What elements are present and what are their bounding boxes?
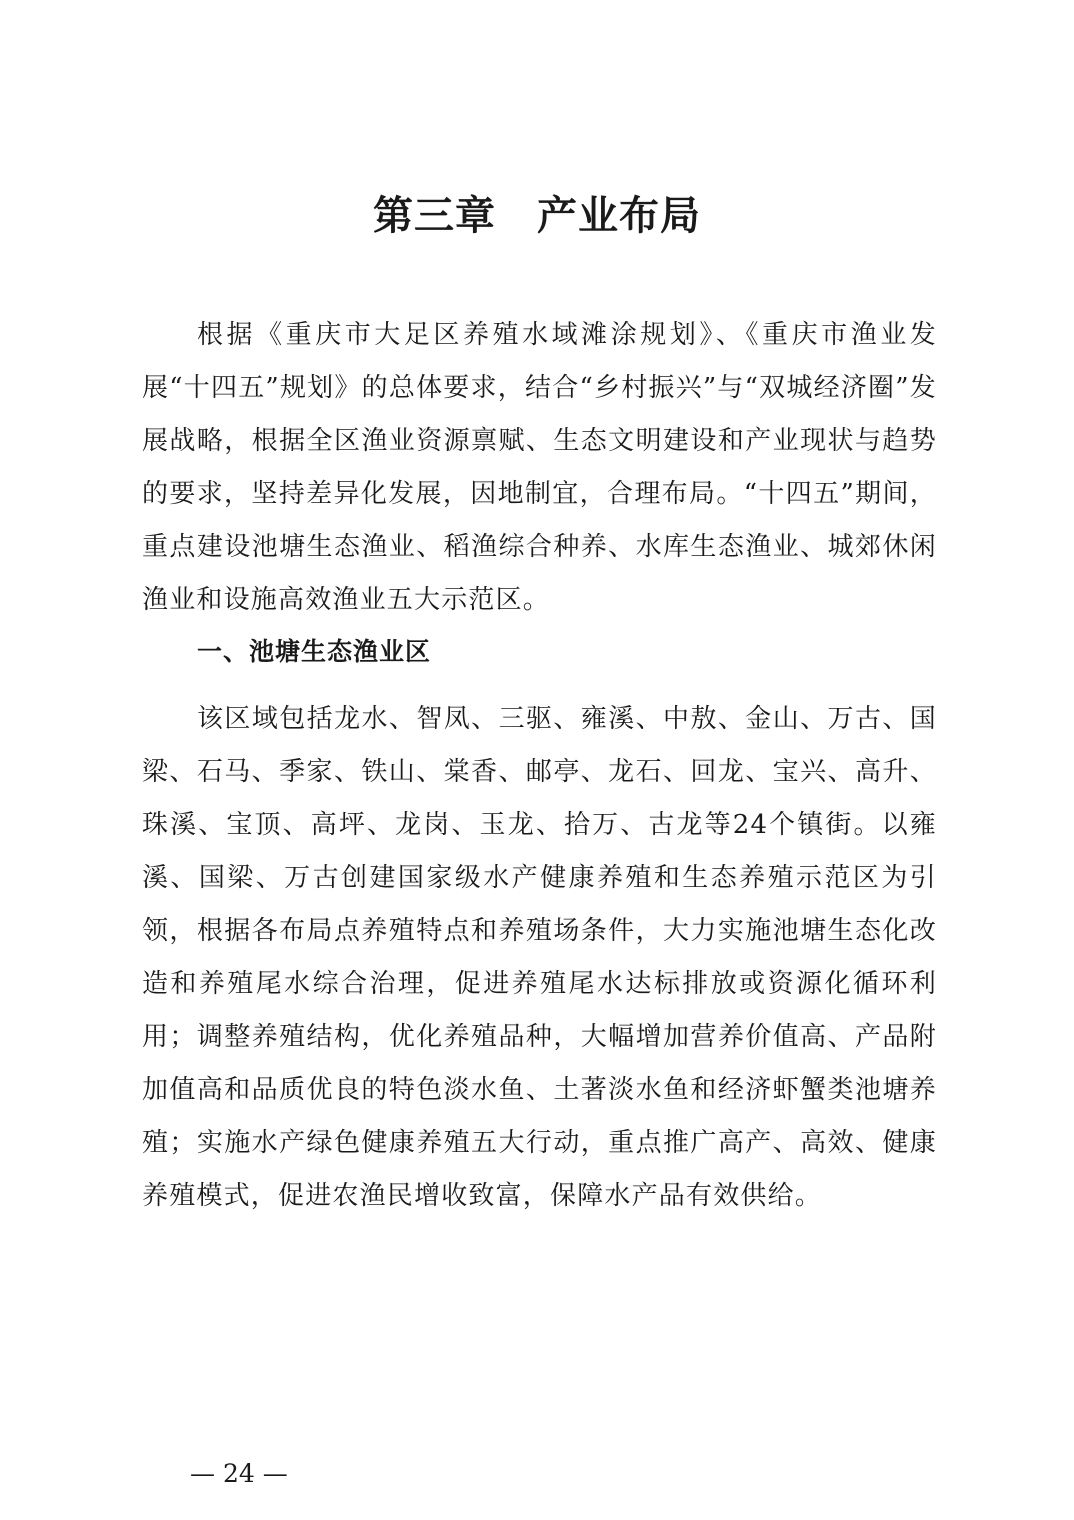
intro-paragraph: 根据《重庆市大足区养殖水域滩涂规划》、《重庆市渔业发展“十四五”规划》的总体要求，结合“乡村振兴”与“双城经济圈”发展战略，根据全区渔业资源禀赋、生态文明建设和产业现状与趋势的要求，坚持差异化发展，因地制宜，合理布局。“十四五”期间，重点建设池塘生态渔业、稻渔综合种养、水库生态渔业、城郊休闲渔业和设施高效渔业五大示范区。 [142, 320, 937, 615]
section-heading: 一、池塘生态渔业区 [197, 637, 432, 666]
page-number: — 24 — [190, 1459, 288, 1488]
section-paragraph: 该区域包括龙水、智凤、三驱、雍溪、中敖、金山、万古、国梁、石马、季家、铁山、棠香、邮亭、龙石、回龙、宝兴、高升、珠溪、宝顶、高坪、龙岗、玉龙、拾万、古龙等24个镇街。以雍溪、国梁、万古创建国家级水产健康养殖和生态养殖示范区为引领，根据各布局点养殖特点和养殖场条件，大力实施池塘生态化改造和养殖尾水综合治理，促进养殖尾水达标排放或资源化循环利用；调整养殖结构，优化养殖品种，大幅增加营养价值高、产品附加值高和品质优良的特色淡水鱼、土著淡水鱼和经济虾蟹类池塘养殖；实施水产绿色健康养殖五大行动，重点推广高产、高效、健康养殖模式，促进农渔民增收致富，保障水产品有效供给。 [142, 704, 937, 1211]
chapter-title: 第三章 产业布局 [373, 192, 701, 239]
